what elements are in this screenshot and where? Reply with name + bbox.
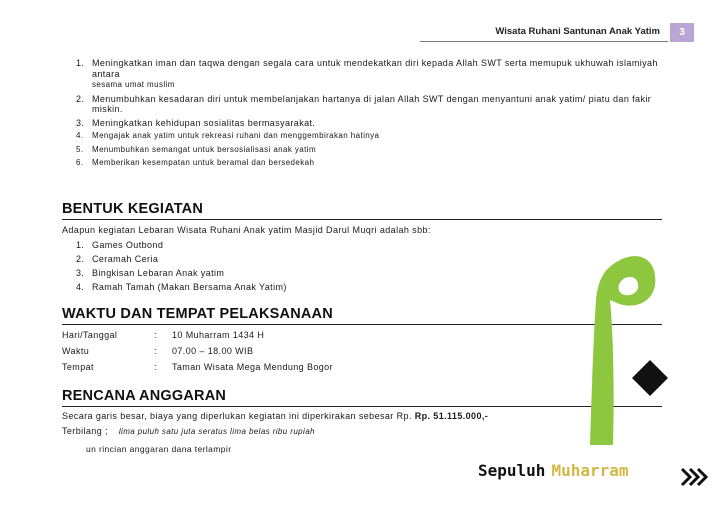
arabic-numeral-graphic <box>580 240 680 450</box>
schedule-row: Waktu : 07.00 – 18.00 WIB <box>62 345 254 356</box>
list-item: 3. Bingkisan Lebaran Anak yatim <box>76 267 225 278</box>
list-item: 4. Ramah Tamah (Makan Bersama Anak Yatim) <box>76 281 287 292</box>
numeral-shape <box>590 256 655 445</box>
section-title-bentuk: BENTUK KEGIATAN <box>62 200 204 217</box>
page-number: 3 <box>670 23 694 42</box>
schedule-row: Tempat : Taman Wisata Mega Mendung Bogor <box>62 361 333 372</box>
terbilang-value: lima puluh satu juta seratus lima belas ribu rupiah <box>118 426 315 436</box>
budget-line: Secara garis besar, biaya yang diperlukan kegiatan ini diperkirakan sebesar Rp. Rp. 51.115.000,- <box>62 410 489 421</box>
list-item: 2. Ceramah Ceria <box>76 253 159 264</box>
terbilang-line: Terbilang ; lima puluh satu juta seratus lima belas ribu rupiah <box>62 425 315 436</box>
budget-note: un rincian anggaran dana terlampir <box>86 443 232 454</box>
list-item: 6. Memberikan kesempatan untuk beramal dan bersedekah <box>76 158 315 167</box>
section-title-anggaran: RENCANA ANGGARAN <box>62 387 227 404</box>
objectives-list-cont <box>62 131 682 169</box>
header-divider <box>420 41 668 42</box>
list-item: 4. Mengajak anak yatim untuk rekreasi ruhani dan menggembirakan hatinya <box>76 131 380 140</box>
chevron-right-icon <box>680 466 710 488</box>
section-divider <box>62 406 662 407</box>
list-item: sesama umat muslim <box>92 80 175 89</box>
page-header <box>0 22 728 42</box>
diamond-shape <box>632 360 668 396</box>
budget-amount: Rp. 51.115.000,- <box>414 410 489 421</box>
footer-word-2: Muharram <box>551 461 629 480</box>
footer-word-1: Sepuluh <box>478 461 546 480</box>
bentuk-intro: Adapun kegiatan Lebaran Wisata Ruhani Anak yatim Masjid Darul Muqri adalah sbb: <box>62 224 431 235</box>
section-title-waktu: WAKTU DAN TEMPAT PELAKSANAAN <box>62 305 333 322</box>
list-item: 2. Menumbuhkan kesadaran diri untuk membelanjakan hartanya di jalan Allah SWT dengan menyantuni anak yatim/ piatu dan fakir miskin. <box>76 93 652 114</box>
footer-brand <box>478 461 629 480</box>
list-item: 5. Menumbuhkan semangat untuk bersosialisasi anak yatim <box>76 144 317 154</box>
schedule-row: Hari/Tanggal : 10 Muharram 1434 H <box>62 329 265 340</box>
list-item: 1. Meningkatkan iman dan taqwa dengan segala cara untuk mendekatkan diri kepada Allah SWT serta memupuk ukhuwah islamiyah antara <box>76 58 658 79</box>
list-item: 3. Meningkatkan kehidupan sosialitas bermasyarakat. <box>76 117 316 128</box>
objectives-list <box>62 58 682 128</box>
list-item: 1. Games Outbond <box>76 239 164 250</box>
header-title: Wisata Ruhani Santunan Anak Yatim <box>495 26 660 37</box>
section-divider <box>62 219 662 220</box>
section-divider <box>62 324 662 325</box>
